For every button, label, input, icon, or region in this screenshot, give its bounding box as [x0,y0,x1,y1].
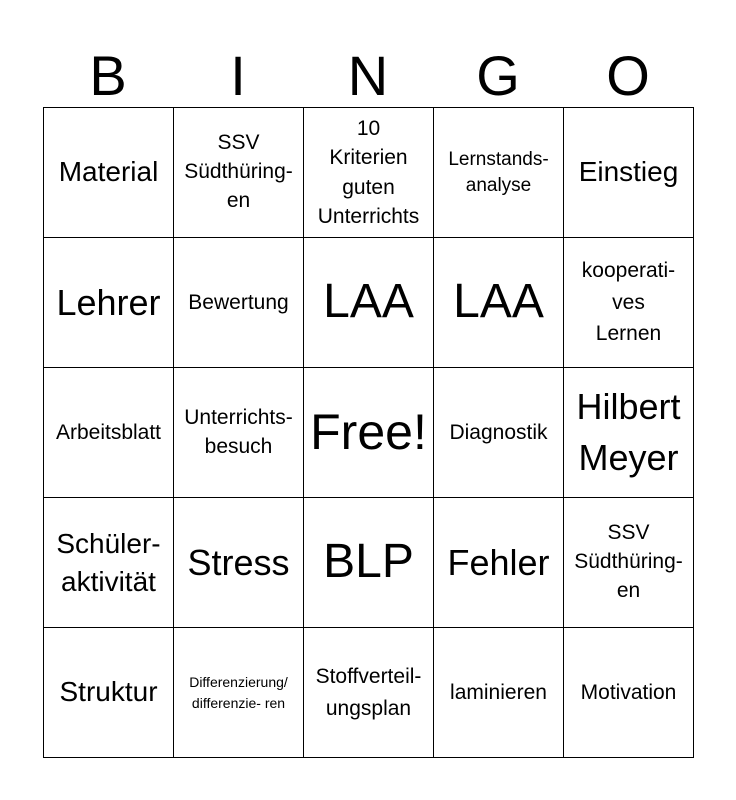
bingo-cell-r3-c3 [304,368,434,498]
cell-label: LAA [453,275,544,329]
bingo-board [43,107,694,758]
bingo-cell-r4-c3 [304,498,434,628]
free-space: Free! [310,404,427,460]
bingo-cell-r3-c2 [174,368,304,498]
bingo-cell-r1-c3 [304,108,434,238]
bingo-cell-r5-c1 [44,628,174,758]
bingo-cell-r5-c5 [564,628,694,758]
cell-label: Stoffverteil- ungsplan [315,665,422,720]
bingo-cell-r5-c4 [434,628,564,758]
bingo-cell-r3-c4 [434,368,564,498]
bingo-cell-r5-c3 [304,628,434,758]
cell-label: Lernstands- analyse [448,148,549,196]
header-letter-b: B [89,44,127,107]
bingo-cell-r2-c1 [44,238,174,368]
cell-label: Diagnostik [449,420,548,444]
cell-label: Lehrer [56,281,161,323]
bingo-cell-r2-c3 [304,238,434,368]
cell-label: Fehler [447,541,550,583]
cell-label: Motivation [580,680,677,704]
bingo-cell-r2-c5 [564,238,694,368]
bingo-cell-r2-c2 [174,238,304,368]
cell-label: Material [58,156,159,188]
bingo-cell-r1-c5 [564,108,694,238]
cell-label: BLP [323,535,414,589]
bingo-cell-r3-c1 [44,368,174,498]
header-letter-o: O [606,44,650,107]
cell-label: SSV Südthüring- en [574,521,683,602]
bingo-cell-r1-c4 [434,108,564,238]
bingo-cell-r2-c4 [434,238,564,368]
cell-label: LAA [323,275,414,329]
cell-label: Hilbert Meyer [576,386,681,478]
bingo-cell-r5-c2 [174,628,304,758]
bingo-cell-r4-c4 [434,498,564,628]
header-letter-i: I [230,44,246,107]
cell-label: Unterrichts- besuch [184,406,293,458]
cell-label: kooperati- ves Lernen [581,259,676,346]
cell-label: laminieren [450,680,547,704]
cell-label: Differenzierung/ differenzie- ren [189,673,288,711]
bingo-cell-r4-c5 [564,498,694,628]
cell-label: Struktur [59,676,158,708]
header-letter-g: G [476,44,520,107]
bingo-cell-r4-c2 [174,498,304,628]
cell-label: Arbeitsblatt [55,420,162,444]
cell-label: SSV Südthüring- en [184,131,293,212]
header-letter-n: N [347,44,389,107]
cell-label: Bewertung [188,290,289,314]
cell-label: 10 Kriterien guten Unterrichts [317,116,420,228]
cell-label: Stress [187,541,290,583]
bingo-cell-r1-c2 [174,108,304,238]
bingo-cell-r4-c1 [44,498,174,628]
bingo-cell-r3-c5 [564,368,694,498]
cell-label: Einstieg [578,156,679,188]
bingo-header [43,40,693,108]
bingo-cell-r1-c1 [44,108,174,238]
cell-label: Schüler- aktivität [56,527,161,597]
